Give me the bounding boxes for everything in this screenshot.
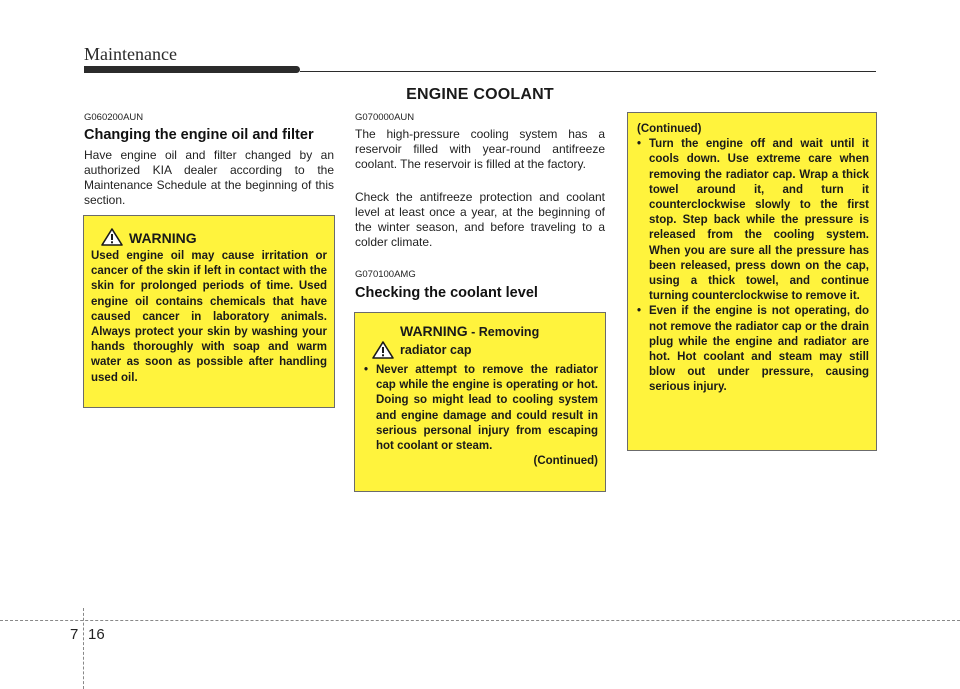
middle-heading: Checking the coolant level bbox=[355, 285, 538, 301]
continued-label: (Continued) bbox=[533, 455, 598, 468]
warning-box-radiator bbox=[354, 312, 606, 492]
warning-list bbox=[362, 363, 598, 454]
warning-text: Used engine oil may cause irritation or cancer of the skin if left in contact with the skin for prolonged periods of time. Used engine oil contains chemicals that have caused cancer in laboratory animals. Always protect your skin by washing your hands thoroughly with soap and warm water as soon as possible after handling used oil. bbox=[91, 250, 327, 384]
warning-triangle-icon bbox=[101, 228, 123, 246]
section-title: ENGINE COOLANT bbox=[406, 86, 554, 103]
page-number: 16 bbox=[88, 626, 105, 643]
warning-list bbox=[635, 137, 869, 395]
warning-subtitle: - Removing radiator cap bbox=[400, 325, 540, 357]
left-code: G060200AUN bbox=[84, 112, 144, 123]
header-rule bbox=[300, 71, 876, 72]
warning-label: WARNING bbox=[400, 323, 468, 339]
list-item: • Even if the engine is not operating, do not remove the radiator cap or the drain plug while the engine and radiator are hot. Hot coolant and steam may still blow out under pressure, causing serious injury. bbox=[635, 304, 869, 395]
continued-label: (Continued) bbox=[637, 123, 702, 135]
warning-heading bbox=[91, 228, 327, 246]
left-heading: Changing the engine oil and filter bbox=[84, 127, 314, 143]
warning-heading bbox=[362, 323, 598, 359]
header-bar bbox=[84, 66, 300, 73]
warning-label: WARNING bbox=[129, 230, 197, 246]
footer-rule bbox=[0, 620, 960, 621]
left-paragraph: Have engine oil and filter changed by an authorized KIA dealer according to the Maintenance Schedule at the beginning of this section. bbox=[84, 148, 334, 207]
middle-paragraph-1: The high-pressure cooling system has a reservoir filled with year-round antifreeze coolant. The reservoir is filled at the factory. bbox=[355, 127, 605, 171]
chapter-number: 7 bbox=[70, 626, 79, 643]
list-item: • Turn the engine off and wait until it cools down. Use extreme care when removing the radiator cap. Wrap a thick towel around it, and turn it counterclockwise slowly to the first stop. Step back while the pressure is released from the cooling system. When you are sure all the pressure has been released, press down on the cap, using a thick towel, and continue turning counterclockwise to remove it. bbox=[635, 137, 869, 304]
middle-code-1: G070000AUN bbox=[355, 112, 415, 123]
footer-divider bbox=[83, 608, 84, 689]
header-title: Maintenance bbox=[84, 44, 177, 64]
warning-box-continued bbox=[627, 112, 877, 451]
middle-code-2: G070100AMG bbox=[355, 269, 416, 280]
warning-box-oil bbox=[83, 215, 335, 408]
warning-triangle-icon bbox=[372, 341, 394, 359]
list-item: • Never attempt to remove the radiator cap while the engine is operating or hot. Doing so might lead to cooling system and engine damage and could result in serious personal injury from escaping hot coolant or steam. bbox=[362, 363, 598, 454]
middle-paragraph-2: Check the antifreeze protection and coolant level at least once a year, at the beginning of the winter season, and before traveling to a colder climate. bbox=[355, 190, 605, 249]
